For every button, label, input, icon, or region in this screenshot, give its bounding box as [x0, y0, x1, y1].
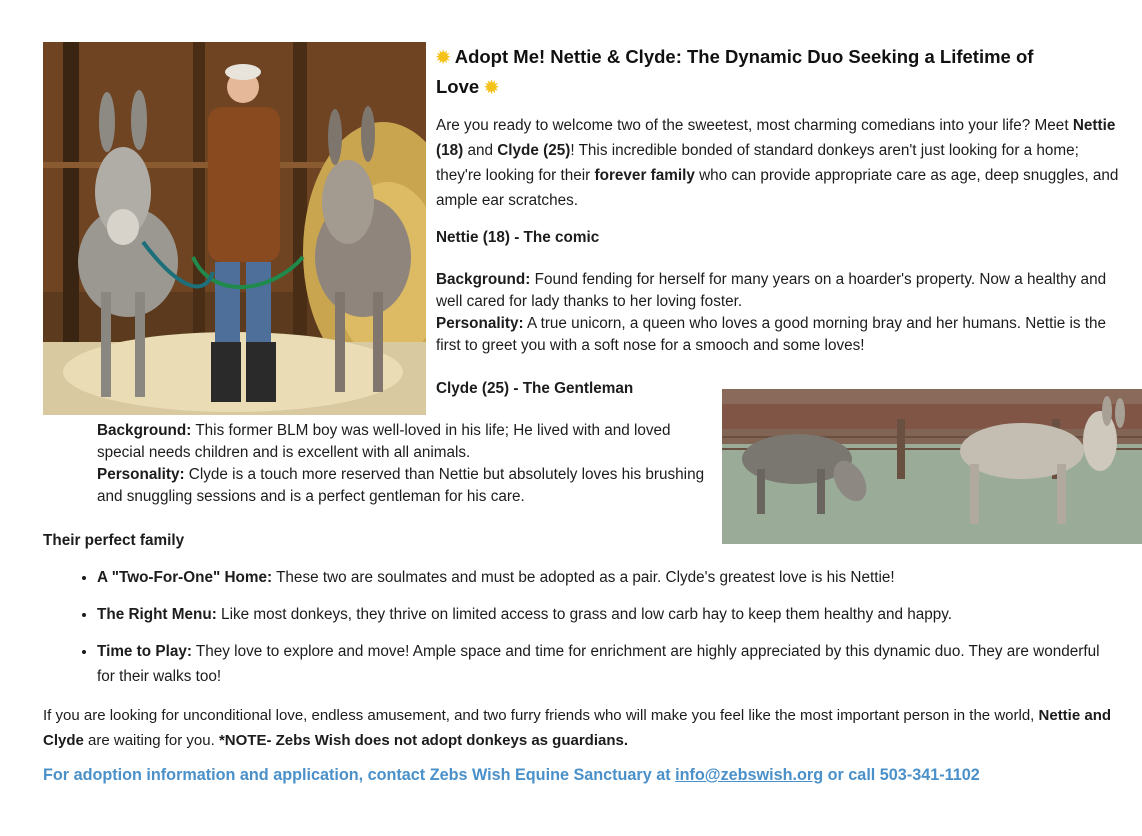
closing-text: If you are looking for unconditional love, endless amusement, and two furry friends who will make you feel like the most important person in the world,: [43, 707, 1039, 724]
family-list-container: [43, 565, 1118, 701]
photo-donkeys-in-pasture: [722, 389, 1142, 544]
closing-names: Nettie and Clyde: [43, 707, 1112, 749]
intro-text: and: [463, 142, 498, 159]
nettie-personality-text: A true unicorn, a queen who loves a good morning bray and her humans. Nettie is the first to greet you with a soft nose for a smooch and some loves!: [436, 315, 1107, 354]
intro-text: Are you ready to welcome two of the sweetest, most charming comedians into your life? Meet: [436, 117, 1073, 134]
nettie-background-label: Background:: [436, 271, 531, 288]
barn-photo-illustration: [43, 42, 426, 415]
title-line2: Love: [436, 76, 480, 97]
clyde-personality-label: Personality:: [97, 466, 185, 483]
clyde-heading: Clyde (25) - The Gentleman: [436, 380, 634, 397]
list-item: [97, 602, 1118, 627]
list-item-label: Time to Play:: [97, 643, 192, 660]
list-item: [97, 565, 1118, 590]
list-item-text: Like most donkeys, they thrive on limited access to grass and low carb hay to keep them healthy and happy.: [216, 606, 953, 623]
closing-note: *NOTE- Zebs Wish does not adopt donkeys as guardians.: [218, 732, 629, 749]
clyde-details: [97, 420, 709, 508]
sun-icon: ✹: [436, 48, 451, 67]
page-title: [436, 42, 1126, 102]
intro-paragraph: [436, 113, 1126, 213]
sun-icon: ✹: [484, 78, 499, 97]
contact-text: For adoption information and application, contact Zebs Wish Equine Sanctuary at: [43, 766, 676, 784]
list-item-text: They love to explore and move! Ample space and time for enrichment are highly appreciated by this dynamic duo. They are wonderful for their walks too!: [97, 643, 1100, 685]
intro-text: ! This incredible bonded of standard donkeys aren't just looking for a home; they're looking for their: [436, 142, 1079, 184]
intro-forever-family: forever family: [594, 167, 695, 184]
list-item-label: A "Two-For-One" Home:: [97, 569, 273, 586]
closing-paragraph: [43, 703, 1123, 753]
contact-phone-text: or call 503-341-1102: [823, 766, 980, 784]
family-heading: Their perfect family: [43, 532, 185, 549]
list-item-label: The Right Menu:: [97, 606, 217, 623]
nettie-background-text: Found fending for herself for many years on a hoarder's property. Now a healthy and well cared for lady thanks to her loving foster.: [436, 271, 1107, 310]
clyde-background-label: Background:: [97, 422, 192, 439]
intro-clyde-name: Clyde (25): [497, 142, 571, 159]
nettie-heading: Nettie (18) - The comic: [436, 229, 600, 246]
closing-text: are waiting for you.: [83, 732, 219, 749]
title-line1: Adopt Me! Nettie & Clyde: The Dynamic Duo Seeking a Lifetime of: [454, 46, 1034, 67]
list-item-text: These two are soulmates and must be adopted as a pair. Clyde's greatest love is his Nettie!: [272, 569, 895, 586]
pasture-photo-illustration: [722, 389, 1142, 544]
contact-line: [43, 766, 1133, 785]
nettie-personality-label: Personality:: [436, 315, 524, 332]
intro-nettie-name: Nettie (18): [436, 117, 1116, 159]
list-item: [97, 639, 1118, 689]
family-list: [43, 565, 1118, 689]
intro-text: who can provide appropriate care as age, deep snuggles, and ample ear scratches.: [436, 167, 1119, 209]
email-link[interactable]: info@zebswish.org: [675, 766, 824, 784]
photo-woman-with-donkeys: [43, 42, 426, 415]
clyde-background-text: This former BLM boy was well-loved in his life; He lived with and loved special needs children and is excellent with all animals.: [97, 422, 671, 461]
clyde-personality-text: Clyde is a touch more reserved than Nettie but absolutely loves his brushing and snuggling sessions and is a perfect gentleman for his care.: [97, 466, 705, 505]
nettie-details: [436, 269, 1126, 357]
